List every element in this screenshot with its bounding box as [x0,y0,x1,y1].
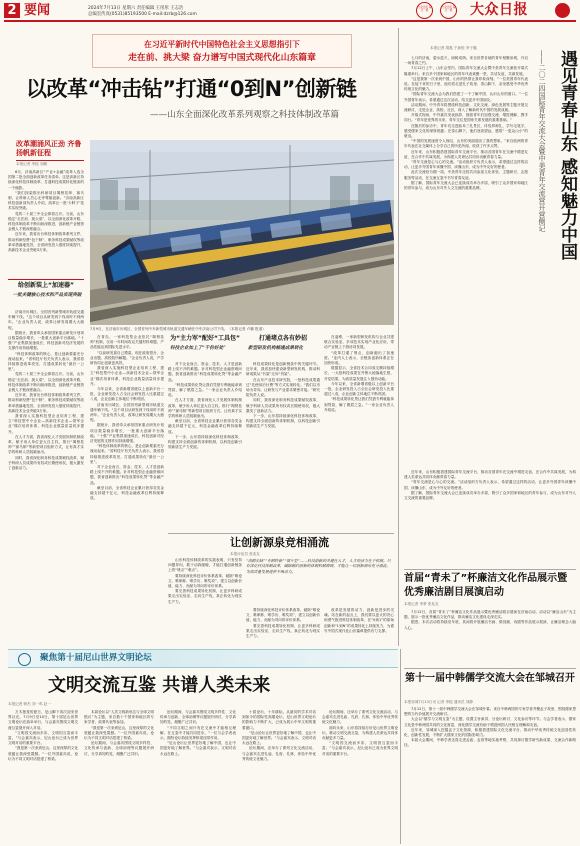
civilization-col-3 [160,710,236,842]
paragraph: “改革打通了堵点，创新跑出了加速度。”业内人士表示，全链条创新体系正在加快形成。 [324,350,394,366]
paragraph: 6月，济南高新区“产业+金融”改革入选全国第二批全面创新改革任务清单。这是高新区持续深化科技体制改革、打通科技成果转化链条的一个缩影。 [8,170,84,190]
paragraph: 十届论坛，十年耕耘。从最初的学术对话到如今的国际性高端论坛，尼山世界文明论坛的影响力不断扩大，已成为展示中华文明的重要窗口。 [242,710,316,730]
lead-col-1b [8,310,84,640]
story-divider [168,533,394,534]
paragraph: “中国的发展速度令人惊叹，山东的美丽超出了我的想象。”来自欧洲的青年代表在社交媒体上分享自己的所见所闻，收获了许多点赞。 [404,139,528,149]
paragraph: 论坛期间，还举办了系列文化交流活动，与会嘉宾走进孔庙、孔府、孔林，体验中华优秀传统文化魅力。 [322,710,398,725]
lead-subheading-2: 为“主力军”配好“工具包” [170,335,240,342]
lead-col-5 [324,335,394,532]
paragraph: 7月12日，首届“青未了”杯廉洁文化作品展示暨优秀廉洁剧目展演在济南启动。活动以“廉洁山东”为主题，展示一批优秀廉洁文化作品，推动廉洁文化建设走深走实。 [404,610,576,620]
lead-subheading-3: 打通堵点各有妙招 [258,335,307,342]
lead-col-1 [8,170,84,275]
lead-col-2 [90,335,164,640]
paragraph: “尼山论坛让世界更好地了解中国，也让中国更好地了解世界。”与会嘉宾表示，文明对话永远在路上。 [160,741,236,756]
paragraph: 党的二十届三中全会即将召开。当前，山东锚定“走在前、挑大梁”，以全面深化改革开路，科技体制改革不断向纵深推进，创新链产业链资金链人才链深度融合。 [8,372,84,393]
paragraph: “尼山论坛让世界更好地了解中国，也让中国更好地了解世界。”与会嘉宾表示，文明对话永远在路上。 [242,730,316,746]
paragraph: “不同文明之间只有在交流中才能相互理解，在互鉴中才能共同进步。”一位与会学者表示，期待论坛持续发挥桥梁纽带作用。 [160,725,236,741]
paragraph: “青年交流是心与心的交流。”活动组织方负责人表示，希望通过这样的活动，让更多外国青年读懂中国、读懂山东，成为中外友好的使者。 [404,480,576,490]
paragraph: “科技体制改革的核心，是让创新要素充分流动起来。”省科技厅有关负责人表示，我省将持续推进改革攻坚，打通成果转化“最后一公里”。 [90,444,164,464]
paragraph: 七月的济南，碧水蓝天，绿树成荫。来自世界各地的青年相聚泉城，开启一场青春之约。 [404,56,528,66]
paragraph: 开幕式现场，中外嘉宾发表致辞，鼓励青年们加强交流、增进理解、携手同行。“青年是世界的未来，青年交往是国家关系发展的重要基础。” [404,113,528,123]
paragraph: 截至目前，全省科技企业累计获得各类金融支持超千亿元，科技金融改革红利持续释放。 [90,485,164,501]
lead-subhead: ——山东全面深化改革系列观察之科技体制改革篇 [150,110,340,120]
edition-seal-1: 大众日报 每日一版 [416,2,433,19]
page-number: 2 [4,3,20,18]
youth-story-body [404,56,528,468]
paragraph: “科技成果转化贷让我们凭借专利就能拿到贷款，解了燃眉之急。”一家企业负责人介绍说。 [324,397,394,412]
paragraph: 要完善科技成果转化机制，让更多科研成果走出实验室、走向生产线，真正转化为现实生产力。 [246,623,320,639]
paragraph: 在山东产业技术研究院，一批科技成果通过“先使用后付费”等方式实现转化。“我们以市场为导向，让研发与产业需求紧密对接。”研究院负责人说。 [246,377,320,398]
lead-kicker: 改革潮涌风正劲 齐鲁扬帆新征程 [16,140,84,161]
youth-story-title: 遇见青春山东 感知魅力中国 [557,50,577,260]
paragraph: 对于企业而言，资金、技术、人才是创新路上绕不开的难题。针对科技型企业融资难问题，我省创新推出“科技成果转化贷”等金融产品。 [168,362,242,382]
paragraph: 济南市历城区，全国首列新型城市轨道交通车辆下线。“这个项目从研发到下线用时不到两年。”企业负责人说，改革让研发周期大大缩短。 [90,402,164,423]
paragraph: 7月12日，第十一届中韩儒学交流大会在邹城开幕。来自中韩两国的专家学者齐聚孟子故里，围绕儒家思想的当代价值展开交流研讨。 [404,707,576,717]
paragraph: 据了解，国际青年交流大会已连续成功举办多届，吸引了众多国家和地区的青年参与，成为山东对外人文交流的重要品牌。 [404,490,576,501]
header-meta-line2: 总编室传真(0531)85193500 E-mail:dzrb@126.com [88,12,197,17]
forum-band-label: 聚焦第十届尼山世界文明论坛 [40,653,152,663]
paragraph: 据悉，本次活动将持续至年底，其间将开展廉洁书画、微视频、戏剧等作品展示展演，让廉洁理念入脑入心。 [404,620,576,630]
paragraph: 下一步，山东将持续深化科技体制改革，构建支持全面创新的体制机制，以科技创新引领新质生产力发展。 [246,414,320,429]
commentary-title: 让创新源泉竞相涌流 [230,536,329,549]
commentary-col-3 [324,608,394,642]
paragraph: 在青岛，一家科技型企业依托“揭榜挂帅”机制，仅用一年时间攻克关键材料难题，产品性能达到国际先进水平。 [90,335,164,350]
story-divider [404,668,576,669]
paragraph: “青年交流是心与心的交流。”活动组织方负责人表示，希望通过这样的活动，让更多外国青年读懂中国、读懂山东，成为中外友好的使者。 [404,160,528,170]
paragraph: “以前研发靠自己摸索，现在政府搭台、企业出题、高校院所解题。”企业负责人说，产学研协同让创新更高效。 [90,350,164,366]
section-divider [8,279,84,280]
train-photo [90,140,394,325]
paragraph: “我是第一次来到尼山，这里深厚的文化底蕴让我深受震撼。”一位外国嘉宾说，论坛为不同文明对话搭建了桥梁。 [84,725,154,741]
paragraph: 论坛期间，还举办了系列文化交流活动，与会嘉宾走进孔庙、孔府、孔林，体验中华优秀传统文化魅力。 [242,746,316,761]
paragraph: 本届大会期间，中韩学者还将走进孟庙、孟府等地实地考察，共同探讨儒学研究新成果、交流合作新路径。 [404,738,576,748]
header-meta-line1: 2024年7月13日 星期六 责任编辑 王彤彤 王志浩 [88,6,184,11]
lead-byline: 本报记者 李振 刘鹏 [16,162,48,166]
banner-line-2: 走在前、挑大梁 奋力谱写中国式现代化山东篇章 [128,53,316,63]
paragraph: 山东科技体制改革的实践表明，只有坚持问题导向，敢于动真碰硬，才能打通创新链条上的“堵点”“难点”。 [168,558,242,573]
paragraph: 济南市历城区，全国首列新型城市轨道交通车辆下线。“这个项目从研发到下线用时不到两年。”企业负责人说，改革让研发周期大大缩短。 [8,310,84,330]
paragraph: “我是第一次来到尼山，这里深厚的文化底蕴让我深受震撼。”一位外国嘉宾说，论坛为不同文明对话搭建了桥梁。 [8,746,78,761]
theme-banner [92,34,352,68]
paragraph: 同时，我省深化职务科技成果赋权改革，赋予科研人员成果所有权或长期使用权，极大激发了创新活力。 [8,455,84,471]
edition-seal-2: 大众日报 每日一版 [440,2,457,19]
integrity-story-title: 首届“青未了”杯廉洁文化作品展示暨优秀廉洁剧目展演启动 [404,573,568,598]
paragraph: 近年来，邹城深入挖掘孟子文化资源，积极搭建国际文化交流平台，推动中华优秀传统文化创造性转化、创新性发展，不断扩大儒家文化的国际影响力。 [404,727,576,738]
paragraph: 面向未来，山东将持续办好尼山世界文明论坛，推动文明交流互鉴，为构建人类命运共同体贡献更多力量。 [322,725,398,741]
paragraph: 对于企业而言，资金、技术、人才是创新路上绕不开的难题。针对科技型企业融资难问题，我省创新推出“科技成果转化贷”等金融产品。 [90,465,164,485]
story-divider [404,569,576,570]
paragraph: 在淄博，一家新型研发机构与企业共建联合实验室，多项技术实现产业化应用，带动产业链上下游协同发展。 [324,335,394,350]
paragraph: 科技成果转化是创新链条中的关键环节。近年来，我省加快建设新型研发机构，推动科研成果从“书架”走向“货架”。 [246,362,320,377]
civilization-col-4 [242,710,316,842]
lead-headline: 以改革“冲击钻”打通“0到N”创新链 [26,77,357,101]
paragraph: 数据显示，全省技术合同成交额持续增长，一大批科技成果在齐鲁大地落地生根、开花结果，为高质量发展注入强劲动能。 [324,366,394,381]
paragraph: 近年来，我省出台科技体制改革系列文件，推动科研经费“包干制”、职务科技成果赋权等改革举措落地见效，全省研发投入强度持续提升，高新技术企业突破3万家。 [8,393,84,413]
paragraph: 在随后的参访中，青年们走进曲阜三孔景区，体验拜师礼、学写毛笔字，感受儒家文化的深厚底蕴；在泰山脚下，他们登高望远，感悟“一览众山小”的豪迈。 [404,123,528,139]
paragraph: 党的二十届三中全会即将召开。当前，山东锚定“走在前、挑大梁”，以全面深化改革开路，科技体制改革不断向纵深推进，创新链产业链资金链人才链深度融合。 [8,211,84,232]
paragraph: 同时，我省深化职务科技成果赋权改革，赋予科研人员成果所有权或长期使用权，极大激发了创新活力。 [246,398,320,413]
paragraph: 改革是发展的动力，创新是进步的灵魂。站在新的起点上，我们要以更大的决心和勇气推进科技体制改革，在“0到1”的原始创新和“1到N”的成果转化上持续发力，为谱写中国式现代化山东篇章提供有力支撑。 [324,608,394,633]
paragraph: “文明因交流而多彩，文明因互鉴而丰富。”与会嘉宾表示，尼山论坛已成为世界文明对话的重要平台。 [8,730,78,746]
paragraph: 论坛期间，与会嘉宾围绕文明多样性、文化传承与创新、全球治理等议题展开研讨，分享真知灼见，凝聚广泛共识。 [160,710,236,725]
paragraph: 要持续深化科技评价体系改革，破除“唯论文、唯职称、唯学历、唯奖项”，建立以创新价值、能力、贡献为导向的评价体系。 [246,608,320,623]
confucian-story-byline: 本报邹城7月13日讯 记者 李振 通讯员 刘静 [404,700,473,704]
civilization-col-2 [84,710,154,842]
forum-emblem-icon [18,653,31,666]
paragraph: 截至目前，全省科技企业累计获得各类金融支持超千亿元，科技金融改革红利持续释放。 [168,419,242,434]
youth-story-subtitle: ——二〇二四国际青年交流大会暨中美青年交流营开营侧记 [538,50,546,232]
paragraph: “我们探索推出科研项目揭榜挂帅、赛马制，让科研人员心无旁骛搞创新。”济南高新区科技创新部负责人介绍，改革让一批‘卡脖子’技术实现突破。 [8,190,84,211]
youth-story-body-cont [404,470,576,566]
masthead-emblem-icon [555,3,570,18]
paragraph: 大会以“儒学与文明互鉴”为主题，设置主旨演讲、分论坛研讨、文化参访等环节。与会学者表示，儒家文化是中韩两国共同的文化财富，深化儒学交流有助于增进两国人民相互理解和友谊。 [404,717,576,727]
paragraph: 据了解，国际青年交流大会已连续成功举办多届，吸引了众多国家和地区的青年参与，成为山东对外人文交流的重要品牌。 [404,180,528,191]
paragraph: 在人才方面，我省深化人才发展体制机制改革，赋予用人单位更大自主权，推行“揭榜挂帅”“赛马制”等新型项目组织方式，让有真才实学的科研人员脱颖而出。 [168,398,242,419]
commentary-intro: “高精尖缺”“专精特新”“领军型”……科技创新的关键在人才，人才的活力在于机制。只有深化科技体制改革，破除制约创新的体制机制障碍，才能让一切创新源泉充分涌流，为高质量发展提供不竭动力。 [246,558,391,574]
banner-line-1: 在习近平新时代中国特色社会主义思想指引下 [144,40,300,49]
paragraph: 近年来，山东积极搭建国际青年交流平台，推动各国青年在交流中增进友谊、在合作中共谋发展，为构建人类命运共同体贡献青春力量。 [404,470,576,480]
column-rule [400,649,401,844]
paragraph: 今年以来，全省新增省级以上创新平台一批，企业研发投入占全社会研发投入比重超过八成，企业创新主体地位不断巩固。 [90,387,164,402]
civilization-col-1 [8,710,78,842]
civilization-col-5 [322,710,398,842]
paragraph: 据统计，我省牵头承担国家重点研发计划项目数量稳步增长，一批重大创新平台落地。“十强”产业集群加速成长，科技创新对经济发展的支撑作用持续增强。 [8,330,84,351]
masthead-logo: 大众日报 [470,2,528,18]
commentary-byline: 本报评论员 张兆友 [230,552,260,556]
youth-story-byline: 本报记者 胡磊 于新悦 李子璐 [430,46,477,50]
paragraph: 据统计，我省牵头承担国家重点研发计划项目数量稳步增长，一批重大创新平台落地。“十强”产业集群加速成长，科技创新对经济发展的支撑作用持续增强。 [90,423,164,444]
civilization-story-byline: 本报记者 韩杰 刘一鸣 赵一 [8,702,51,706]
paragraph: “科技体制改革的核心，是让创新要素充分流动起来。”省科技厅有关负责人表示，我省将持续推进改革攻坚，打通成果转化“最后一公里”。 [8,351,84,372]
lead-subheading-1b: 一批关键核心技术和产品实现突破 [12,293,82,298]
paragraph: “这是我第一次来到中国，山东的热情让我印象深刻。”一位美国青年代表说。在接下来的日子里，他们将走进孔子故里、泰山脚下，亲身感受中华优秀传统文化的魅力。 [404,76,528,92]
header-meta [88,6,238,18]
lead-subheading-3b: 新型研发机构畅通成果转化 [248,346,304,351]
lead-col-4 [246,362,320,532]
paragraph: 万木葱茏的夏日，尼山脚下再次迎来世界目光。7月9日至10日，第十届尼山世界文明论坛在曲阜举行，与会嘉宾围绕文明交流互鉴展开深入对话。 [8,710,78,730]
lead-subheading-1: 给创新装上“加速器” [18,282,74,289]
paragraph: 活动期间，中外青年将围绕科技创新、文化交流、绿色发展等主题开展交流研讨，走进企业、高校、社区，深入了解新时代中国的发展成就。 [404,102,528,113]
train-illustration [90,140,394,325]
paragraph: 近年来，山东积极搭建国际青年交流平台，推动各国青年在交流中增进友谊、在合作中共谋发展，为构建人类命运共同体贡献青春力量。 [404,149,528,159]
section-title: 要闻 [24,3,51,18]
commentary-col-2 [246,608,320,642]
paragraph: 7月12日上午，山东会堂内，国际青年交流大会暨中美青年交流营开幕式隆重举行。来自多个国家和地区的青年代表欢聚一堂，共话友谊，共谋发展。 [404,66,528,76]
paragraph: 要持续深化科技评价体系改革，破除“唯论文、唯职称、唯学历、唯奖项”，建立以创新价值、能力、贡献为导向的评价体系。 [168,573,242,589]
paragraph: 本届论坛以“人类文明新形态与全球文明倡议”为主题，来自数十个国家和地区的专家学者、政要代表等参加。 [84,710,154,725]
paragraph: 此次交流营为期一周，中美青年还将共同参加文化体验、主题研讨、志愿服务等活动，在交流互鉴中书写青春友谊。 [404,170,528,180]
forum-band [8,649,398,668]
paragraph: “国际青年交流大会为我们搭建了一个了解中国、认识山东的窗口。”一位外国青年表示，希望通过这次活动，结交更多中国朋友。 [404,92,528,102]
paragraph: 下一步，山东将持续深化科技体制改革，构建支持全面创新的体制机制，以科技创新引领新质生产力发展。 [168,434,242,450]
integrity-story-body [404,610,576,660]
paragraph: 我省深入实施科技型企业培育工程，建立“科技型中小企业—高新技术企业—领军企业”梯次培育体系，科技企业数量质量同步提升。 [8,414,84,434]
lead-subheading-2b: 科技企业加上了“千份好处” [170,346,226,351]
paragraph: 我省深入实施科技型企业培育工程，建立“科技型中小企业—高新技术企业—领军企业”梯次培育体系，科技企业数量质量同步提升。 [90,366,164,386]
paragraph: 近年来，我省出台科技体制改革系列文件，推动科研经费“包干制”、职务科技成果赋权等改革举措落地见效，全省研发投入强度持续提升，高新技术企业突破3万家。 [8,232,84,253]
paragraph: “科技成果转化贷让我们凭借专利就能拿到贷款，解了燃眉之急。”一家企业负责人介绍说。 [168,382,242,398]
confucian-story-body [404,707,576,842]
header-divider [4,20,576,22]
commentary-col-1 [168,558,242,642]
paragraph: 在人才方面，我省深化人才发展体制机制改革，赋予用人单位更大自主权，推行“揭榜挂帅”“赛马制”等新型项目组织方式，让有真才实学的科研人员脱颖而出。 [8,434,84,455]
paragraph: “文明因交流而多彩，文明因互鉴而丰富。”与会嘉宾表示，尼山论坛已成为世界文明对话的重要平台。 [322,741,398,756]
lead-col-3 [168,362,242,532]
paragraph: 论坛期间，与会嘉宾围绕文明多样性、文化传承与创新、全球治理等议题展开研讨，分享真知灼见，凝聚广泛共识。 [84,741,154,756]
column-rule [398,28,399,646]
paragraph: 要完善科技成果转化机制，让更多科研成果走出实验室、走向生产线，真正转化为现实生产力。 [168,589,242,604]
integrity-story-byline: 本报记者 李梦 张兆友 [404,602,439,606]
civilization-story-title: 文明交流互鉴 共谱人类未来 [48,675,271,696]
paragraph: 今年以来，全省新增省级以上创新平台一批，企业研发投入占全社会研发投入比重超过八成，企业创新主体地位不断巩固。 [324,381,394,397]
photo-caption: 7月9日，在济南市历城区，全国首列中车新型城市轨道交通车辆在中车济南公司下线。（本报记者 卢鹏 报道） [90,327,266,331]
confucian-story-title: 第十一届中韩儒学交流大会在邹城召开 [405,673,575,684]
